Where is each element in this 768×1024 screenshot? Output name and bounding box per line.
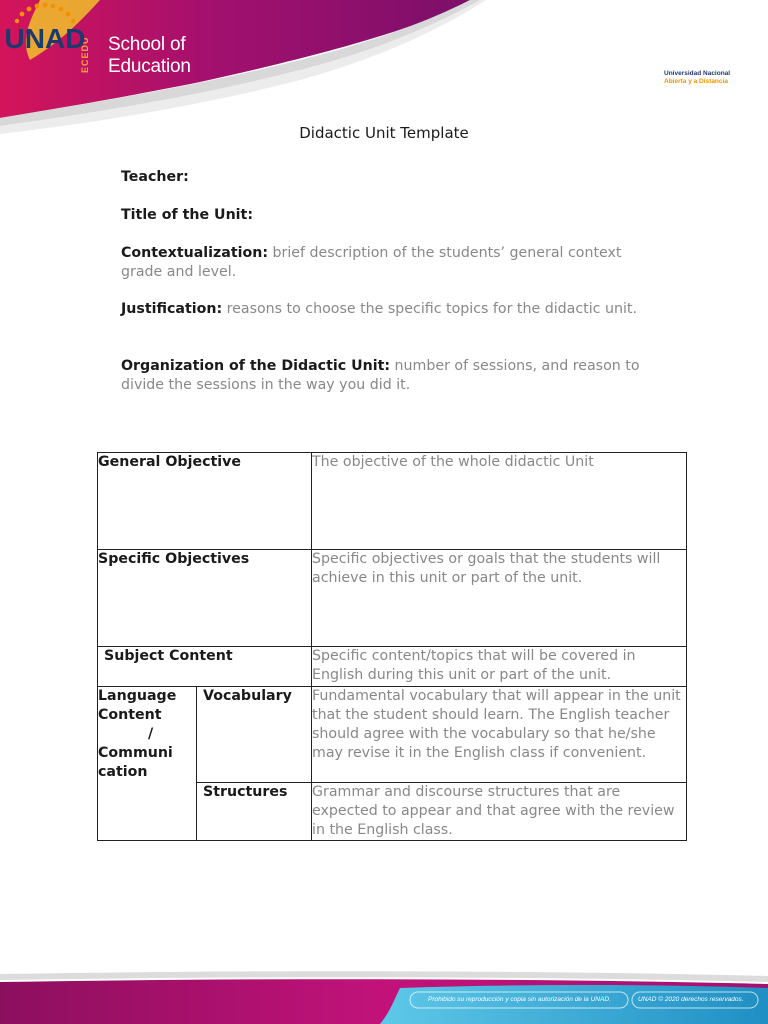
language-label-line-2: Content [98,707,162,723]
unad-wordmark: UNAD [4,23,86,54]
field-title-label: Title of the Unit: [121,207,253,223]
footer-rights: UNAD © 2020 derechos reservados. [638,996,744,1003]
school-name-line-1: School of [108,34,186,55]
field-contextualization-label: Contextualization: [121,245,268,261]
table-row [98,453,687,550]
document-title: Didactic Unit Template [299,124,469,142]
language-content-label [98,687,197,841]
vocabulary-label: Vocabulary [197,687,312,783]
general-objective-label: General Objective [98,453,312,550]
field-organization-label: Organization of the Didactic Unit: [121,358,391,374]
unad-logo [0,0,90,80]
unad-subtitle-line-2: Abierta y a Distancia [664,78,728,85]
field-justification-text: reasons to choose the specific topics for the didactic unit. [222,301,637,317]
field-justification [121,300,661,319]
field-justification-label: Justification: [121,301,223,317]
specific-objectives-label: Specific Objectives [98,550,312,647]
document-header [0,0,768,140]
structures-label: Structures [197,783,312,841]
field-organization [121,357,661,395]
language-label-line-3: / [148,726,154,742]
table-row [98,550,687,647]
vocabulary-text: Fundamental vocabulary that will appear in the unit that the student should learn. The English teacher should agree with the vocabulary so that he/she may revise it in the English class if convenient. [312,687,687,783]
subject-content-text: Specific content/topics that will be covered in English during this unit or part of the unit. [312,647,687,687]
didactic-unit-table [97,452,687,841]
footer-notice: Prohibido su reproducción y copia sin autorización de la UNAD. [428,996,611,1003]
field-teacher-label: Teacher: [121,169,189,185]
school-name-line-2: Education [108,56,191,77]
language-label-line-4: Communi [98,745,173,761]
subject-content-label: Subject Content [98,647,312,687]
ecedu-vertical-label: ECEDU [80,36,90,74]
field-organization-text: number of sessions, and reason to divide the sessions in the way you did it. [121,358,640,393]
language-label-line-1: Language [98,688,177,704]
table-row [98,687,687,783]
field-teacher [121,168,661,187]
specific-objectives-text: Specific objectives or goals that the students will achieve in this unit or part of the unit. [312,550,687,647]
language-label-line-5: cation [98,764,148,780]
general-objective-text: The objective of the whole didactic Unit [312,453,687,550]
table-row [98,647,687,687]
document-footer [0,968,768,1024]
structures-text: Grammar and discourse structures that are expected to appear and that agree with the review in the English class. [312,783,687,841]
field-contextualization-text: brief description of the students’ general context grade and level. [121,245,622,280]
field-contextualization [121,244,661,282]
field-title-of-unit [121,206,661,225]
unad-subtitle-line-1: Universidad Nacional [664,70,731,77]
